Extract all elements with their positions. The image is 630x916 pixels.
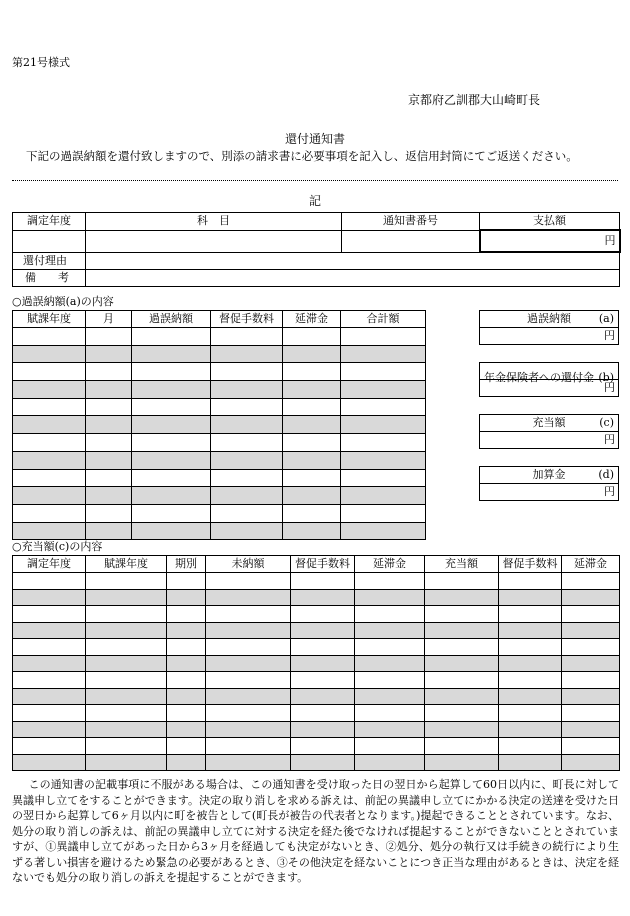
table-cell <box>86 589 167 606</box>
subject-cell <box>86 230 342 252</box>
table-cell <box>425 573 499 590</box>
table-row <box>13 504 426 522</box>
table-cell <box>132 522 211 540</box>
summary-box-amount: 円 <box>480 328 619 345</box>
table-cell <box>13 655 86 672</box>
header-payment-amount: 支払額 <box>480 213 620 231</box>
table-cell <box>86 754 167 771</box>
table-cell <box>211 504 283 522</box>
table-cell <box>13 705 86 722</box>
table-cell <box>341 469 426 487</box>
table-cell <box>13 606 86 623</box>
summary-box-code: (a) <box>598 312 614 325</box>
table-cell <box>86 672 167 689</box>
table-cell <box>283 381 341 399</box>
overpaid-header-dunning-fee: 督促手数料 <box>211 311 283 328</box>
table-cell <box>355 622 425 639</box>
summary-box-amount: 円 <box>480 432 619 449</box>
alloc-header-unpaid: 未納額 <box>206 556 291 573</box>
alloc-header-assessment-year: 賦課年度 <box>86 556 167 573</box>
ki-label: 記 <box>309 194 322 208</box>
table-cell <box>211 363 283 381</box>
table-cell <box>425 655 499 672</box>
header-fiscal-year: 調定年度 <box>13 213 86 231</box>
table-row <box>13 487 426 505</box>
table-cell <box>425 688 499 705</box>
summary-box-label: 過誤納額 <box>527 312 571 325</box>
reason-label: 還付理由 <box>13 252 86 270</box>
table-cell <box>341 381 426 399</box>
table-cell <box>211 487 283 505</box>
table-cell <box>132 451 211 469</box>
table-cell <box>13 469 86 487</box>
legal-notice: この通知書の記載事項に不服がある場合は、この通知書を受け取った日の翌日から起算して60日以内に、町長に対して異議申し立てをすることができます。決定の取り消しを求める訴えは、前記の異議申し立てにかかる決定の送達を受けた日の翌日から起算して6ヶ月以内に町を被告として(町長が被告の代表者となります。)提起できることとされています。なお、処分の取り消しの訴えは、前記の異議申し立てに対する決定を経た後でなければ提起することができないこととされていますが、①異議申し立てがあった日から3ヶ月を経過しても決定がないとき、②処分、処分の執行又は手続きの続行により生ずる著しい損害を避けるため緊急の必要があるとき、③その他決定を経ないことにつき正当な理由があるときは、決定を経ないでも処分の取り消しの訴えを提起することができます。 <box>12 778 619 884</box>
table-cell <box>283 434 341 452</box>
table-cell <box>283 416 341 434</box>
reason-cell <box>86 252 620 270</box>
table-cell <box>283 328 341 346</box>
table-cell <box>355 606 425 623</box>
table-row <box>13 639 620 656</box>
table-row <box>13 345 426 363</box>
table-cell <box>499 639 562 656</box>
table-cell <box>499 622 562 639</box>
table-row <box>13 589 620 606</box>
table-cell <box>86 363 132 381</box>
table-cell <box>167 573 206 590</box>
table-row <box>13 573 620 590</box>
table-cell <box>86 345 132 363</box>
table-cell <box>425 672 499 689</box>
table-cell <box>13 504 86 522</box>
table-cell <box>86 487 132 505</box>
table-cell <box>425 589 499 606</box>
table-cell <box>355 672 425 689</box>
table-cell <box>167 738 206 755</box>
table-cell <box>341 398 426 416</box>
table-cell <box>132 381 211 399</box>
table-cell <box>562 672 620 689</box>
table-cell <box>341 504 426 522</box>
table-cell <box>355 655 425 672</box>
table-cell <box>355 688 425 705</box>
table-row <box>13 381 426 399</box>
table-cell <box>562 688 620 705</box>
table-cell <box>355 738 425 755</box>
table-cell <box>283 451 341 469</box>
allocation-section-title: ○充当額(c)の内容 <box>12 540 103 553</box>
table-cell <box>283 469 341 487</box>
table-row <box>13 622 620 639</box>
table-cell <box>211 328 283 346</box>
table-cell <box>499 672 562 689</box>
table-cell <box>341 328 426 346</box>
table-cell <box>562 754 620 771</box>
table-cell <box>499 721 562 738</box>
table-cell <box>13 754 86 771</box>
alloc-header-dunning-fee: 督促手数料 <box>291 556 355 573</box>
table-row <box>13 672 620 689</box>
table-cell <box>132 469 211 487</box>
summary-box-label: 充当額 <box>532 416 566 429</box>
table-row <box>13 434 426 452</box>
document-title: 還付通知書 <box>285 132 346 146</box>
table-cell <box>341 345 426 363</box>
table-cell <box>291 573 355 590</box>
table-cell <box>86 688 167 705</box>
table-cell <box>283 487 341 505</box>
table-cell <box>86 639 167 656</box>
table-cell <box>167 721 206 738</box>
table-cell <box>13 328 86 346</box>
table-cell <box>13 398 86 416</box>
table-cell <box>13 345 86 363</box>
table-cell <box>499 655 562 672</box>
table-cell <box>425 721 499 738</box>
table-cell <box>562 589 620 606</box>
table-cell <box>206 639 291 656</box>
table-cell <box>211 345 283 363</box>
table-row <box>13 606 620 623</box>
summary-box-label-cell <box>480 415 619 432</box>
table-cell <box>211 381 283 399</box>
allocation-table <box>12 555 620 771</box>
main-table <box>12 212 621 287</box>
allocation-table-body <box>13 573 620 771</box>
table-cell <box>86 705 167 722</box>
table-cell <box>206 573 291 590</box>
table-cell <box>291 606 355 623</box>
table-cell <box>211 398 283 416</box>
table-cell <box>562 573 620 590</box>
table-cell <box>283 363 341 381</box>
table-cell <box>167 655 206 672</box>
table-cell <box>167 688 206 705</box>
table-cell <box>86 328 132 346</box>
table-cell <box>86 573 167 590</box>
table-cell <box>13 672 86 689</box>
summary-box-label-cell <box>480 311 619 328</box>
table-cell <box>562 639 620 656</box>
table-cell <box>13 639 86 656</box>
table-cell <box>206 738 291 755</box>
table-row <box>13 655 620 672</box>
table-cell <box>206 754 291 771</box>
overpaid-section-title: ○過誤納額(a)の内容 <box>12 295 114 308</box>
table-cell <box>167 705 206 722</box>
table-cell <box>132 416 211 434</box>
table-cell <box>206 672 291 689</box>
overpaid-table <box>12 310 426 540</box>
table-cell <box>132 345 211 363</box>
table-cell <box>206 606 291 623</box>
overpaid-header-late-fee: 延滞金 <box>283 311 341 328</box>
table-cell <box>425 754 499 771</box>
table-row <box>13 363 426 381</box>
table-cell <box>355 639 425 656</box>
table-cell <box>132 398 211 416</box>
table-cell <box>211 451 283 469</box>
summary-box <box>479 466 619 501</box>
overpaid-header-month: 月 <box>86 311 132 328</box>
table-cell <box>341 416 426 434</box>
table-cell <box>355 573 425 590</box>
table-cell <box>355 721 425 738</box>
alloc-header-late-fee: 延滞金 <box>355 556 425 573</box>
table-cell <box>291 639 355 656</box>
table-cell <box>13 363 86 381</box>
summary-box <box>479 310 619 345</box>
table-cell <box>132 363 211 381</box>
summary-box-code: (d) <box>598 468 614 481</box>
alloc-header-dunning-fee-2: 督促手数料 <box>499 556 562 573</box>
table-cell <box>86 381 132 399</box>
table-cell <box>13 416 86 434</box>
table-cell <box>13 738 86 755</box>
notice-number-cell <box>342 230 480 252</box>
summary-box <box>479 362 619 397</box>
table-cell <box>562 622 620 639</box>
table-cell <box>167 622 206 639</box>
table-cell <box>167 754 206 771</box>
table-cell <box>86 606 167 623</box>
table-cell <box>132 328 211 346</box>
table-cell <box>499 688 562 705</box>
table-cell <box>13 381 86 399</box>
summary-box-code: (b) <box>598 371 614 384</box>
table-cell <box>283 504 341 522</box>
table-cell <box>206 721 291 738</box>
table-cell <box>291 721 355 738</box>
table-cell <box>291 688 355 705</box>
table-cell <box>206 705 291 722</box>
table-cell <box>13 451 86 469</box>
table-cell <box>425 639 499 656</box>
table-cell <box>86 469 132 487</box>
summary-box-label: 年金保険者への還付金 <box>484 371 594 384</box>
overpaid-header-assessment-year: 賦課年度 <box>13 311 86 328</box>
table-cell <box>499 738 562 755</box>
table-cell <box>291 655 355 672</box>
table-cell <box>355 589 425 606</box>
table-cell <box>86 622 167 639</box>
table-cell <box>355 754 425 771</box>
header-notice-number: 通知書番号 <box>342 213 480 231</box>
table-cell <box>355 705 425 722</box>
summary-box-label: 加算金 <box>532 468 566 481</box>
alloc-header-late-fee-2: 延滞金 <box>562 556 620 573</box>
table-cell <box>206 688 291 705</box>
table-cell <box>499 705 562 722</box>
table-cell <box>562 721 620 738</box>
table-cell <box>291 672 355 689</box>
table-row <box>13 398 426 416</box>
table-cell <box>499 606 562 623</box>
table-cell <box>341 487 426 505</box>
table-row <box>13 688 620 705</box>
table-cell <box>206 589 291 606</box>
table-cell <box>86 416 132 434</box>
table-cell <box>425 705 499 722</box>
table-cell <box>341 434 426 452</box>
overpaid-table-body <box>13 328 426 540</box>
table-cell <box>86 398 132 416</box>
table-cell <box>291 705 355 722</box>
issuer-name: 京都府乙訓郡大山崎町長 <box>408 93 541 107</box>
table-cell <box>291 738 355 755</box>
payment-amount-cell: 円 <box>480 230 620 252</box>
table-cell <box>13 721 86 738</box>
table-cell <box>341 522 426 540</box>
remarks-cell <box>86 270 620 287</box>
table-row <box>13 328 426 346</box>
table-cell <box>13 589 86 606</box>
table-row <box>13 754 620 771</box>
table-cell <box>425 606 499 623</box>
table-cell <box>167 672 206 689</box>
form-number: 第21号様式 <box>12 56 70 69</box>
table-cell <box>283 522 341 540</box>
table-cell <box>86 504 132 522</box>
table-row <box>13 416 426 434</box>
header-subject: 科 目 <box>86 213 342 231</box>
table-cell <box>283 345 341 363</box>
table-cell <box>562 606 620 623</box>
table-cell <box>167 639 206 656</box>
table-cell <box>13 688 86 705</box>
table-cell <box>283 398 341 416</box>
table-cell <box>425 622 499 639</box>
table-cell <box>211 416 283 434</box>
overpaid-header-overpaid: 過誤納額 <box>132 311 211 328</box>
table-cell <box>291 589 355 606</box>
table-cell <box>341 363 426 381</box>
table-row <box>13 451 426 469</box>
table-cell <box>211 522 283 540</box>
table-cell <box>132 504 211 522</box>
table-row <box>13 738 620 755</box>
table-cell <box>132 487 211 505</box>
table-cell <box>291 754 355 771</box>
summary-box-amount: 円 <box>480 380 619 397</box>
summary-box <box>479 414 619 449</box>
table-cell <box>206 622 291 639</box>
table-cell <box>86 721 167 738</box>
fiscal-year-cell <box>13 230 86 252</box>
intro-text: 下記の過誤納額を還付致しますので、別添の請求書に必要事項を記入し、返信用封筒にてご返送ください。 <box>26 149 578 163</box>
alloc-header-fiscal-year: 調定年度 <box>13 556 86 573</box>
summary-box-label-cell <box>480 467 619 484</box>
overpaid-header-total: 合計額 <box>341 311 426 328</box>
remarks-label: 備 考 <box>13 270 86 287</box>
table-cell <box>86 655 167 672</box>
table-cell <box>499 754 562 771</box>
table-cell <box>499 589 562 606</box>
table-cell <box>562 738 620 755</box>
table-cell <box>341 451 426 469</box>
summary-box-label-cell <box>480 363 619 384</box>
summary-box-code: (c) <box>599 416 614 429</box>
table-cell <box>425 738 499 755</box>
table-cell <box>167 606 206 623</box>
table-cell <box>13 487 86 505</box>
summary-box-amount: 円 <box>480 484 619 501</box>
table-cell <box>211 434 283 452</box>
alloc-header-period: 期別 <box>167 556 206 573</box>
table-row <box>13 705 620 722</box>
table-cell <box>499 573 562 590</box>
table-cell <box>167 589 206 606</box>
table-cell <box>86 738 167 755</box>
table-row <box>13 721 620 738</box>
table-cell <box>13 573 86 590</box>
table-cell <box>291 622 355 639</box>
table-cell <box>13 622 86 639</box>
table-cell <box>562 705 620 722</box>
dotted-divider <box>12 180 618 181</box>
table-cell <box>86 451 132 469</box>
table-cell <box>13 434 86 452</box>
table-cell <box>211 469 283 487</box>
table-cell <box>562 655 620 672</box>
table-cell <box>132 434 211 452</box>
table-row <box>13 469 426 487</box>
table-cell <box>206 655 291 672</box>
table-cell <box>86 434 132 452</box>
alloc-header-allocated: 充当額 <box>425 556 499 573</box>
